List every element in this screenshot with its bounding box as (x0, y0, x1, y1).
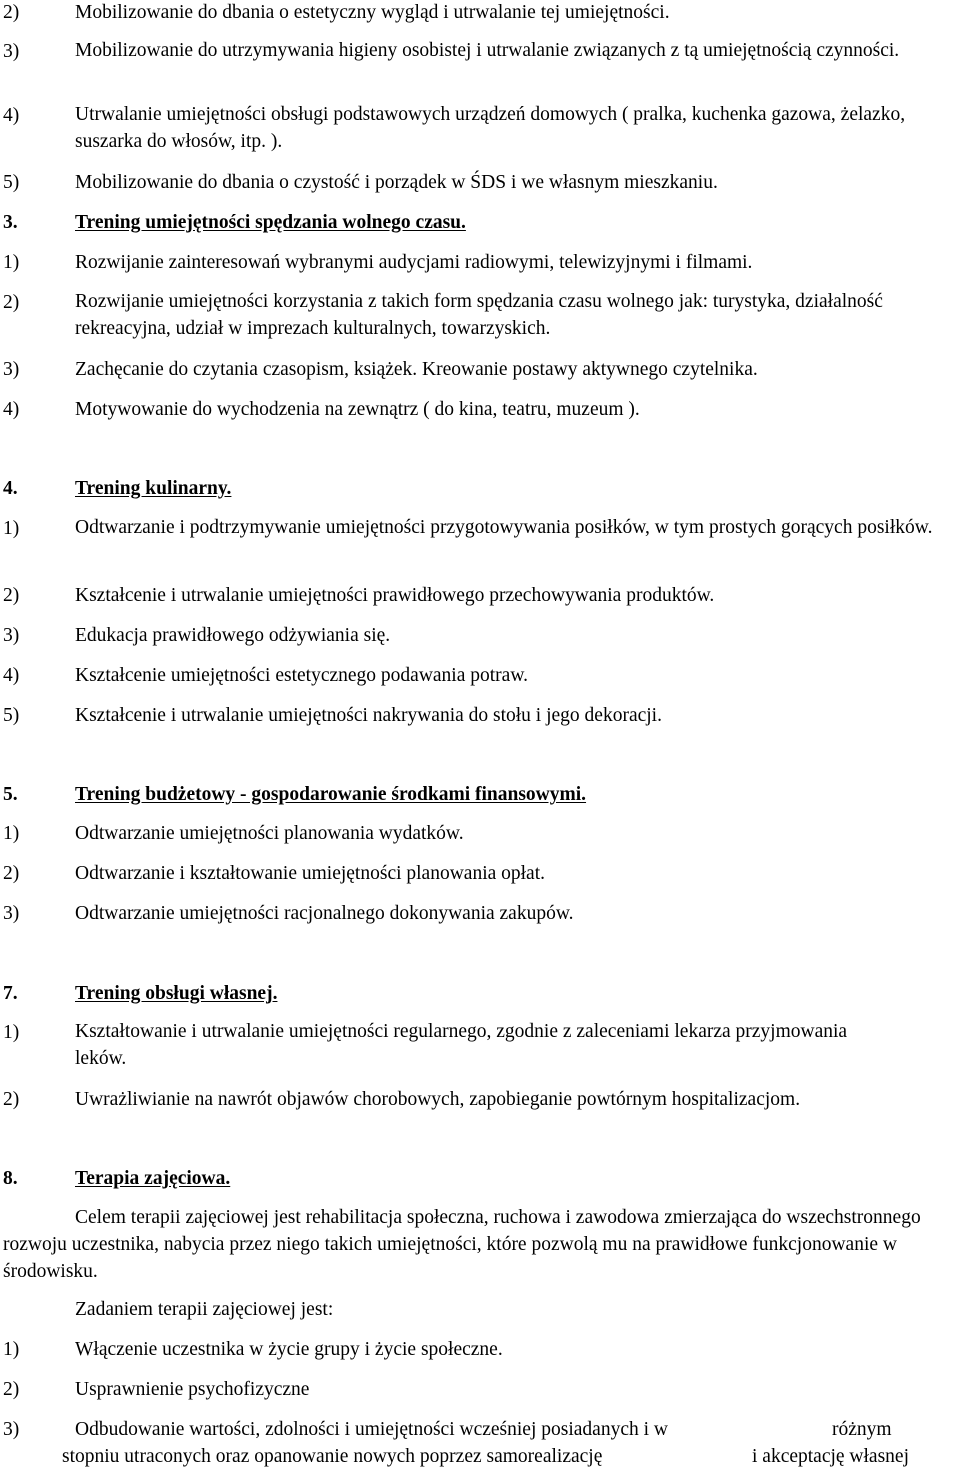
list-item-text: Mobilizowanie do utrzymywania higieny osobistej i utrwalanie związanych z tą umiejętnością czynności. (75, 40, 900, 61)
list-item: Kształcenie i utrwalanie umiejętności nakrywania do stołu i jego dekoracji. (75, 705, 662, 726)
list-item: Odtwarzanie i podtrzymywanie umiejętności przygotowywania posiłków, w tym prostych gorących posiłków. (75, 517, 933, 538)
item-number: 3) (3, 41, 20, 62)
list-item (75, 37, 960, 64)
section-heading: Trening budżetowy - gospodarowanie środkami finansowymi. (75, 784, 587, 805)
item-number: 3) (3, 359, 20, 380)
list-item: Uwrażliwianie na nawrót objawów chorobowych, zapobieganie powtórnym hospitalizacjom. (75, 1089, 801, 1110)
item-number: 3) (3, 625, 20, 646)
list-item: Rozwijanie zainteresowań wybranymi audycjami radiowymi, telewizyjnymi i filmami. (75, 252, 753, 273)
body-paragraph: Celem terapii zajęciowej jest rehabilitacja społeczna, ruchowa i zawodowa zmierzająca do wszechstronnego rozwoju uczestnika, nabycia przez niego takich umiejętności, które pozwolą mu na prawidłowe funkcjonowanie w środowisku. (3, 1207, 921, 1282)
item-number: 2) (3, 2, 20, 23)
item-number: 2) (3, 292, 20, 313)
list-item: Utrwalanie umiejętności obsługi podstawowych urządzeń domowych ( pralka, kuchenka gazowa, żelazko, suszarka do włosów, itp. ). (75, 104, 906, 152)
item-number: 1) (3, 252, 20, 273)
list-item: Usprawnienie psychofizyczne (75, 1379, 310, 1400)
item-number: 5) (3, 172, 20, 193)
section-heading: Trening obsługi własnej. (75, 983, 278, 1004)
list-item: Kształcenie i utrwalanie umiejętności prawidłowego przechowywania produktów. (75, 585, 715, 606)
item-number: 2) (3, 1089, 20, 1110)
item-number: 4) (3, 399, 20, 420)
list-item: Motywowanie do wychodzenia na zewnątrz ( do kina, teatru, muzeum ). (75, 399, 640, 420)
list-item: Mobilizowanie do dbania o estetyczny wygląd i utrwalanie tej umiejętności. (75, 2, 670, 23)
section-heading: Trening umiejętności spędzania wolnego czasu. (75, 212, 466, 233)
list-item: Kształcenie umiejętności estetycznego podawania potraw. (75, 665, 529, 686)
list-item-line-1-end: różnym (832, 1419, 892, 1440)
item-number: 2) (3, 585, 20, 606)
list-item-line-2-end: i akceptację własnej (752, 1446, 909, 1467)
list-item: Odtwarzanie i kształtowanie umiejętności planowania opłat. (75, 863, 546, 884)
section-number: 5. (3, 784, 18, 805)
item-number: 5) (3, 705, 20, 726)
list-item: Odtwarzanie umiejętności racjonalnego dokonywania zakupów. (75, 903, 574, 924)
list-item-line-1: Odbudowanie wartości, zdolności i umiejętności wcześniej posiadanych i w (75, 1419, 668, 1440)
list-item: Rozwijanie umiejętności korzystania z takich form spędzania czasu wolnego jak: turystyka, działalność rekreacyjna, udział w imprezach kulturalnych, towarzyskich. (75, 291, 883, 339)
list-item: Włączenie uczestnika w życie grupy i życie społeczne. (75, 1339, 503, 1360)
section-number: 8. (3, 1168, 18, 1189)
section-heading: Terapia zajęciowa. (75, 1168, 231, 1189)
list-intro: Zadaniem terapii zajęciowej jest: (75, 1299, 334, 1320)
item-number: 4) (3, 105, 20, 126)
item-number: 1) (3, 1022, 20, 1043)
item-number: 4) (3, 665, 20, 686)
item-number: 1) (3, 823, 20, 844)
item-number: 2) (3, 863, 20, 884)
item-number: 1) (3, 1339, 20, 1360)
list-item-line-2: stopniu utraconych oraz opanowanie nowych poprzez samorealizację (62, 1446, 603, 1467)
list-item: Zachęcanie do czytania czasopism, książek. Kreowanie postawy aktywnego czytelnika. (75, 359, 758, 380)
item-number: 2) (3, 1379, 20, 1400)
list-item: Kształtowanie i utrwalanie umiejętności regularnego, zgodnie z zaleceniami lekarza przyjmowania leków. (75, 1021, 848, 1069)
item-number: 1) (3, 518, 20, 539)
item-number: 3) (3, 903, 20, 924)
section-number: 7. (3, 983, 18, 1004)
list-item: Mobilizowanie do dbania o czystość i porządek w ŚDS i we własnym mieszkaniu. (75, 172, 718, 193)
list-item: Edukacja prawidłowego odżywiania się. (75, 625, 391, 646)
section-heading: Trening kulinarny. (75, 478, 232, 499)
list-item: Odtwarzanie umiejętności planowania wydatków. (75, 823, 464, 844)
section-number: 3. (3, 212, 18, 233)
section-number: 4. (3, 478, 18, 499)
item-number: 3) (3, 1419, 20, 1440)
